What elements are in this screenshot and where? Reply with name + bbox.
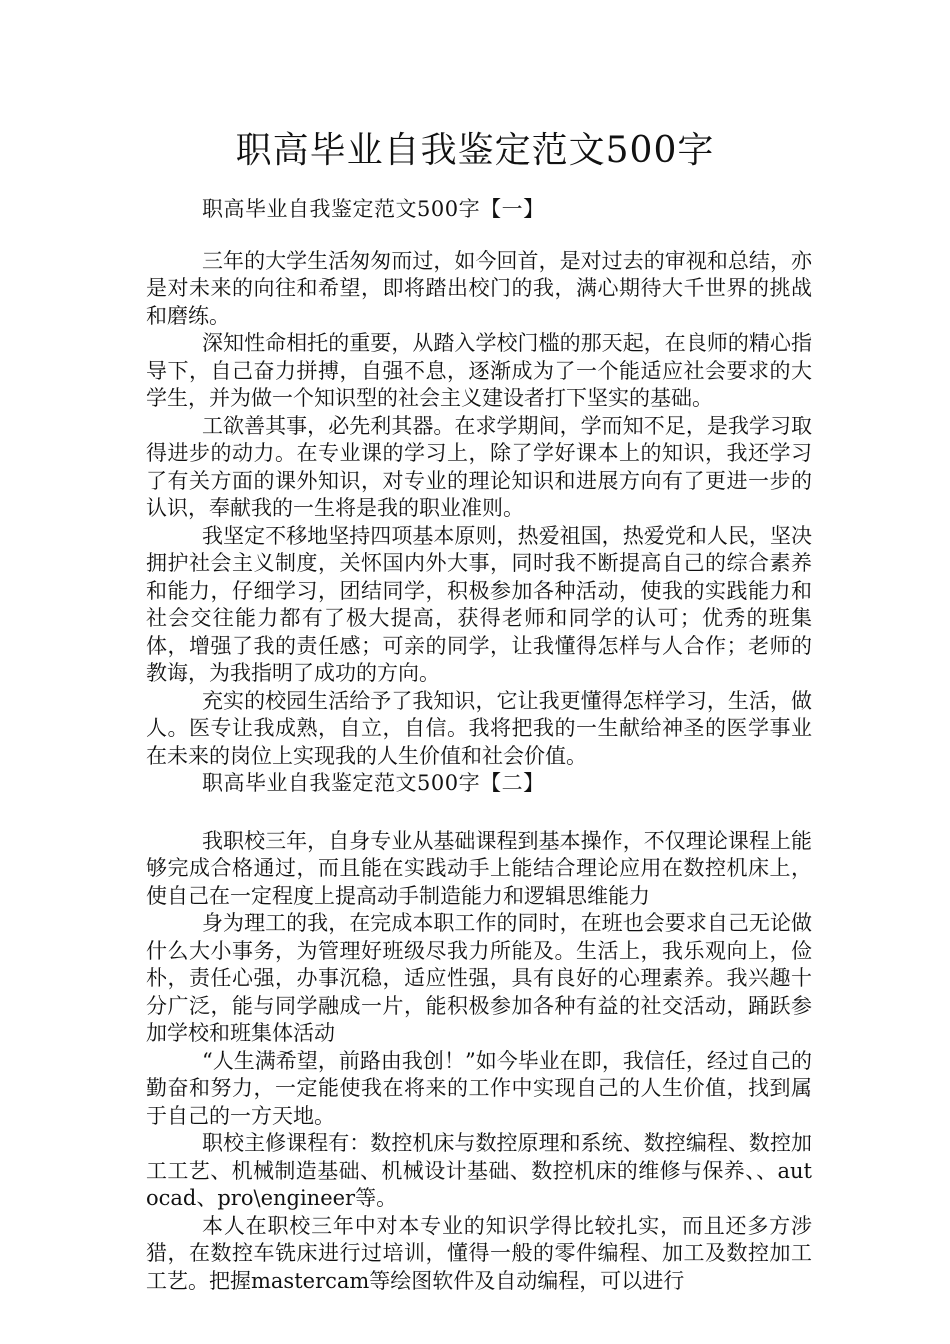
paragraph-2-4: 职校主修课程有：数控机床与数控原理和系统、数控编程、数控加工工艺、机械制造基础、机械设计基础、数控机床的维修与保养、、autocad、pro\engineer等。 bbox=[146, 1131, 812, 1210]
paragraph-2-1: 我职校三年，自身专业从基础课程到基本操作，不仅理论课程上能够完成合格通过，而且能在实践动手上能结合理论应用在数控机床上，使自己在一定程度上提高动手制造能力和逻辑思维能力 bbox=[146, 828, 812, 908]
paragraph-2-2: 身为理工的我，在完成本职工作的同时，在班也会要求自己无论做什么大小事务，为管理好班级尽我力所能及。生活上，我乐观向上，俭朴，责任心强，办事沉稳，适应性强，具有良好的心理素养。我兴趣十分广泛，能与同学融成一片，能积极参加各种有益的社交活动，踊跃参加学校和班集体活动 bbox=[146, 911, 812, 1045]
paragraph-1-4: 我坚定不移地坚持四项基本原则，热爱祖国，热爱党和人民，坚决拥护社会主义制度，关怀国内外大事，同时我不断提高自己的综合素养和能力，仔细学习，团结同学，积极参加各种活动，使我的实践能力和社会交往能力都有了极大提高，获得老师和同学的认可；优秀的班集体，增强了我的责任感；可亲的同学，让我懂得怎样与人合作；老师的教诲，为我指明了成功的方向。 bbox=[146, 523, 812, 685]
paragraph-1-1: 三年的大学生活匆匆而过，如今回首，是对过去的审视和总结，亦是对未来的向往和希望，即将踏出校门的我，满心期待大千世界的挑战和磨练。 bbox=[146, 248, 812, 328]
paragraph-2-5: 本人在职校三年中对本专业的知识学得比较扎实，而且还多方涉猎，在数控车铣床进行过培训，懂得一般的零件编程、加工及数控加工工艺。把握mastercam等绘图软件及自动编程，可以进行 bbox=[146, 1213, 812, 1293]
section-heading-1: 职高毕业自我鉴定范文500字【一】 bbox=[202, 197, 545, 221]
spacer bbox=[146, 798, 812, 828]
document-title: 职高毕业自我鉴定范文500字 bbox=[235, 130, 715, 171]
paragraph-1-5: 充实的校园生活给予了我知识，它让我更懂得怎样学习，生活，做人。医专让我成熟，自立，自信。我将把我的一生献给神圣的医学事业在未来的岗位上实现我的人生价值和社会价值。 bbox=[146, 688, 812, 768]
section-heading-2: 职高毕业自我鉴定范文500字【二】 bbox=[202, 771, 545, 795]
document-body bbox=[146, 196, 812, 1295]
paragraph-1-2: 深知性命相托的重要，从踏入学校门槛的那天起，在良师的精心指导下，自己奋力拼搏，自强不息，逐渐成为了一个能适应社会要求的大学生，并为做一个知识型的社会主义建设者打下坚实的基础。 bbox=[146, 331, 812, 410]
spacer bbox=[146, 224, 812, 248]
paragraph-2-3: “人生满希望，前路由我创！”如今毕业在即，我信任，经过自己的勤奋和努力，一定能使我在将来的工作中实现自己的人生价值，找到属于自己的一方天地。 bbox=[146, 1048, 812, 1128]
paragraph-1-3: 工欲善其事，必先利其器。在求学期间，学而知不足，是我学习取得进步的动力。在专业课的学习上，除了学好课本上的知识，我还学习了有关方面的课外知识，对专业的理论知识和进展方向有了更进一步的认识，奉献我的一生将是我的职业准则。 bbox=[146, 413, 812, 520]
